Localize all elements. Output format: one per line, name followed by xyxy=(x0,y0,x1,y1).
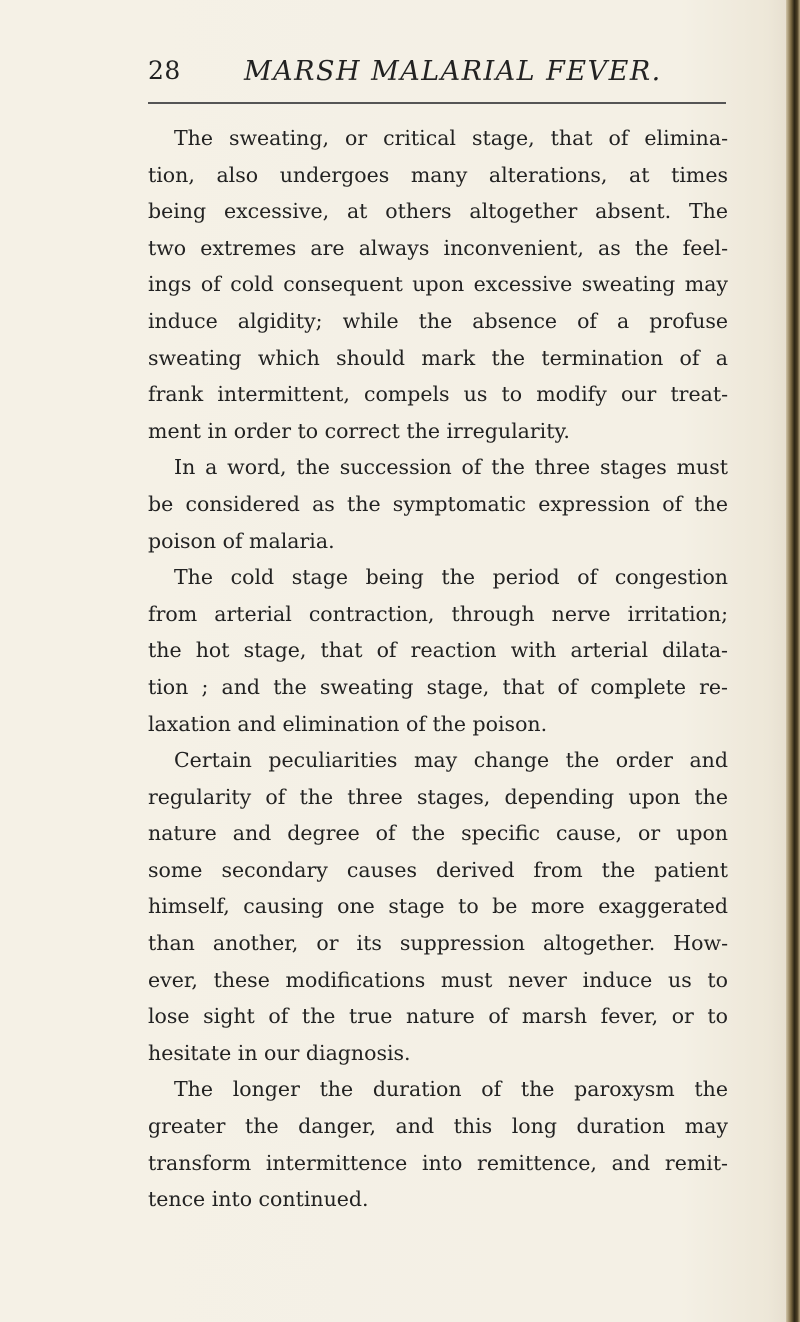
header-rule xyxy=(148,102,726,104)
text-line: In a word, the succession of the three stages must xyxy=(174,455,728,480)
running-head: MARSH MALARIAL FEVER. xyxy=(244,56,662,87)
text-line: ever, these modifications must never induce us to xyxy=(148,967,728,992)
text-line: than another, or its suppression altogether. How- xyxy=(148,931,728,956)
text-line: tence into continued. xyxy=(148,1187,369,1212)
text-line: The sweating, or critical stage, that of elimina- xyxy=(174,126,728,150)
text-line: nature and degree of the specific cause, or upon xyxy=(148,821,728,846)
text-line: two extremes are always inconvenient, as the feel- xyxy=(148,235,728,260)
text-line: The cold stage being the period of congestion xyxy=(174,565,728,590)
page-number: 28 xyxy=(148,56,181,85)
text-line: Certain peculiarities may change the order and xyxy=(174,748,728,773)
page-edge-shadow xyxy=(786,0,800,1322)
text-line: ment in order to correct the irregularity. xyxy=(148,418,570,443)
text-line: be considered as the symptomatic expression of the xyxy=(148,491,728,516)
text-line: himself, causing one stage to be more exaggerated xyxy=(148,894,728,919)
text-line: sweating which should mark the termination of a xyxy=(148,345,728,370)
text-line: ings of cold consequent upon excessive sweating may xyxy=(148,272,728,297)
text-line: being excessive, at others altogether absent. The xyxy=(148,199,728,224)
text-line: lose sight of the true nature of marsh fever, or to xyxy=(148,1004,728,1029)
page-header xyxy=(148,52,728,92)
body-text xyxy=(148,120,728,1218)
text-line: some secondary causes derived from the patient xyxy=(148,857,728,882)
text-line: laxation and elimination of the poison. xyxy=(148,711,548,736)
text-line: hesitate in our diagnosis. xyxy=(148,1040,411,1065)
text-line: The longer the duration of the paroxysm the xyxy=(174,1077,728,1102)
text-line: tion, also undergoes many alterations, at times xyxy=(148,162,728,187)
text-line: greater the danger, and this long duration may xyxy=(148,1114,728,1139)
text-line: poison of malaria. xyxy=(148,528,335,553)
text-line: transform intermittence into remittence, and remit- xyxy=(148,1150,728,1175)
text-line: regularity of the three stages, depending upon the xyxy=(148,784,728,809)
text-line: induce algidity; while the absence of a profuse xyxy=(148,308,728,333)
text-line: frank intermittent, compels us to modify our treat- xyxy=(148,382,728,407)
text-line: the hot stage, that of reaction with arterial dilata- xyxy=(148,638,728,663)
text-line: tion ; and the sweating stage, that of complete re- xyxy=(148,674,728,699)
text-line: from arterial contraction, through nerve irritation; xyxy=(148,601,728,626)
